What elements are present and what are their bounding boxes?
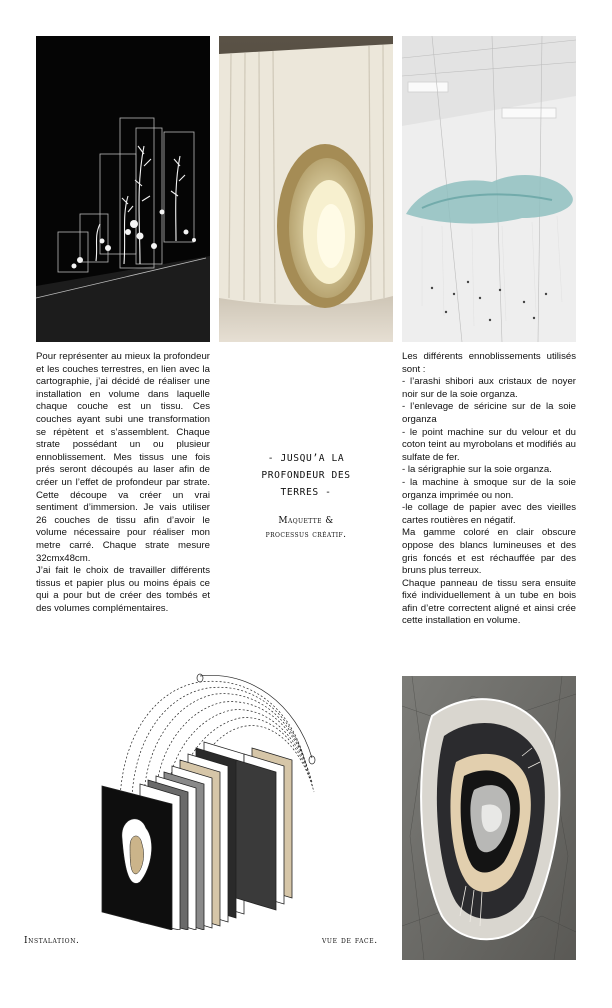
caption-installation: Instalation. — [24, 936, 80, 946]
right-paragraph: - l’enlevage de séricine sur de la soie organza — [402, 401, 576, 425]
right-paragraph: - la machine à smoque sur de la soie organza imprimée ou non. — [402, 476, 576, 501]
page-title — [222, 450, 390, 501]
title-line: TERRES - — [280, 487, 332, 498]
photo-hanging-drapes — [219, 36, 393, 342]
right-paragraph: -le collage de papier avec des vieilles cartes routières en négatif. — [402, 502, 576, 526]
right-paragraph: Chaque panneau de tissu sera ensuite fixé individuellement à un tube en bois afin d’etre correctent aligné et ainsi crée cette installation en volume. — [402, 577, 576, 627]
caption-front-view: vue de face. — [322, 936, 378, 946]
left-text-column — [36, 351, 210, 615]
title-line: - JUSQU’A LA — [267, 453, 345, 464]
title-line: PROFONDEUR DES — [261, 470, 351, 481]
right-paragraph: - l’arashi shibori aux cristaux de noyer noir sur de la soie organza. — [402, 376, 576, 400]
right-paragraph: - le point machine sur du velour et du coton teint au myrobolans et modifiés au sulfate de fer. — [402, 426, 576, 463]
right-paragraph: - la sérigraphie sur la soie organza. — [402, 464, 552, 476]
right-text-column — [402, 351, 576, 628]
photo-cloud-installation — [402, 36, 576, 342]
right-paragraph: Les différents ennoblissements utilisés sont : — [402, 351, 576, 375]
drawing-installation-layers — [100, 668, 318, 930]
left-paragraph: J’ai fait le choix de travailler différents tissus et papier plus ou moins épais ce qui a pour but de créer des tombés et des volumes complémentaires. — [36, 565, 210, 614]
photo-maquette-plants — [36, 36, 210, 342]
subtitle-line: processus créatif. — [265, 529, 347, 540]
page-subtitle — [222, 515, 390, 542]
subtitle-line: Maquette & — [278, 516, 334, 526]
photo-front-view-collage — [402, 676, 576, 960]
right-paragraph: Ma gamme coloré en clair obscure oppose des blancs lumineuses et des gris foncés et est réchauffée par des bruns plus terreux. — [402, 527, 576, 577]
left-paragraph: Pour représenter au mieux la profondeur et les couches terrestres, en lien avec la cartographie, j’ai décidé de réaliser une installation en volume dans laquelle chaque couche est un tissu. Ces couches ayant subi une transformation se répètent et s’assemblent. Chaque strate possédant un ou plusieur ennoblissement. Mes tissus une fois prés seront découpés au laser afin de créer un l’effet de profondeur par strate. Cette découpe va créer un vrai sentiment d’immersion. Je vais utiliser 26 couches de tissu afin d’avoir le volume nécessaire pour réaliser mon metre carré. Chaque strate mesure 32cmx48cm. — [36, 351, 210, 564]
